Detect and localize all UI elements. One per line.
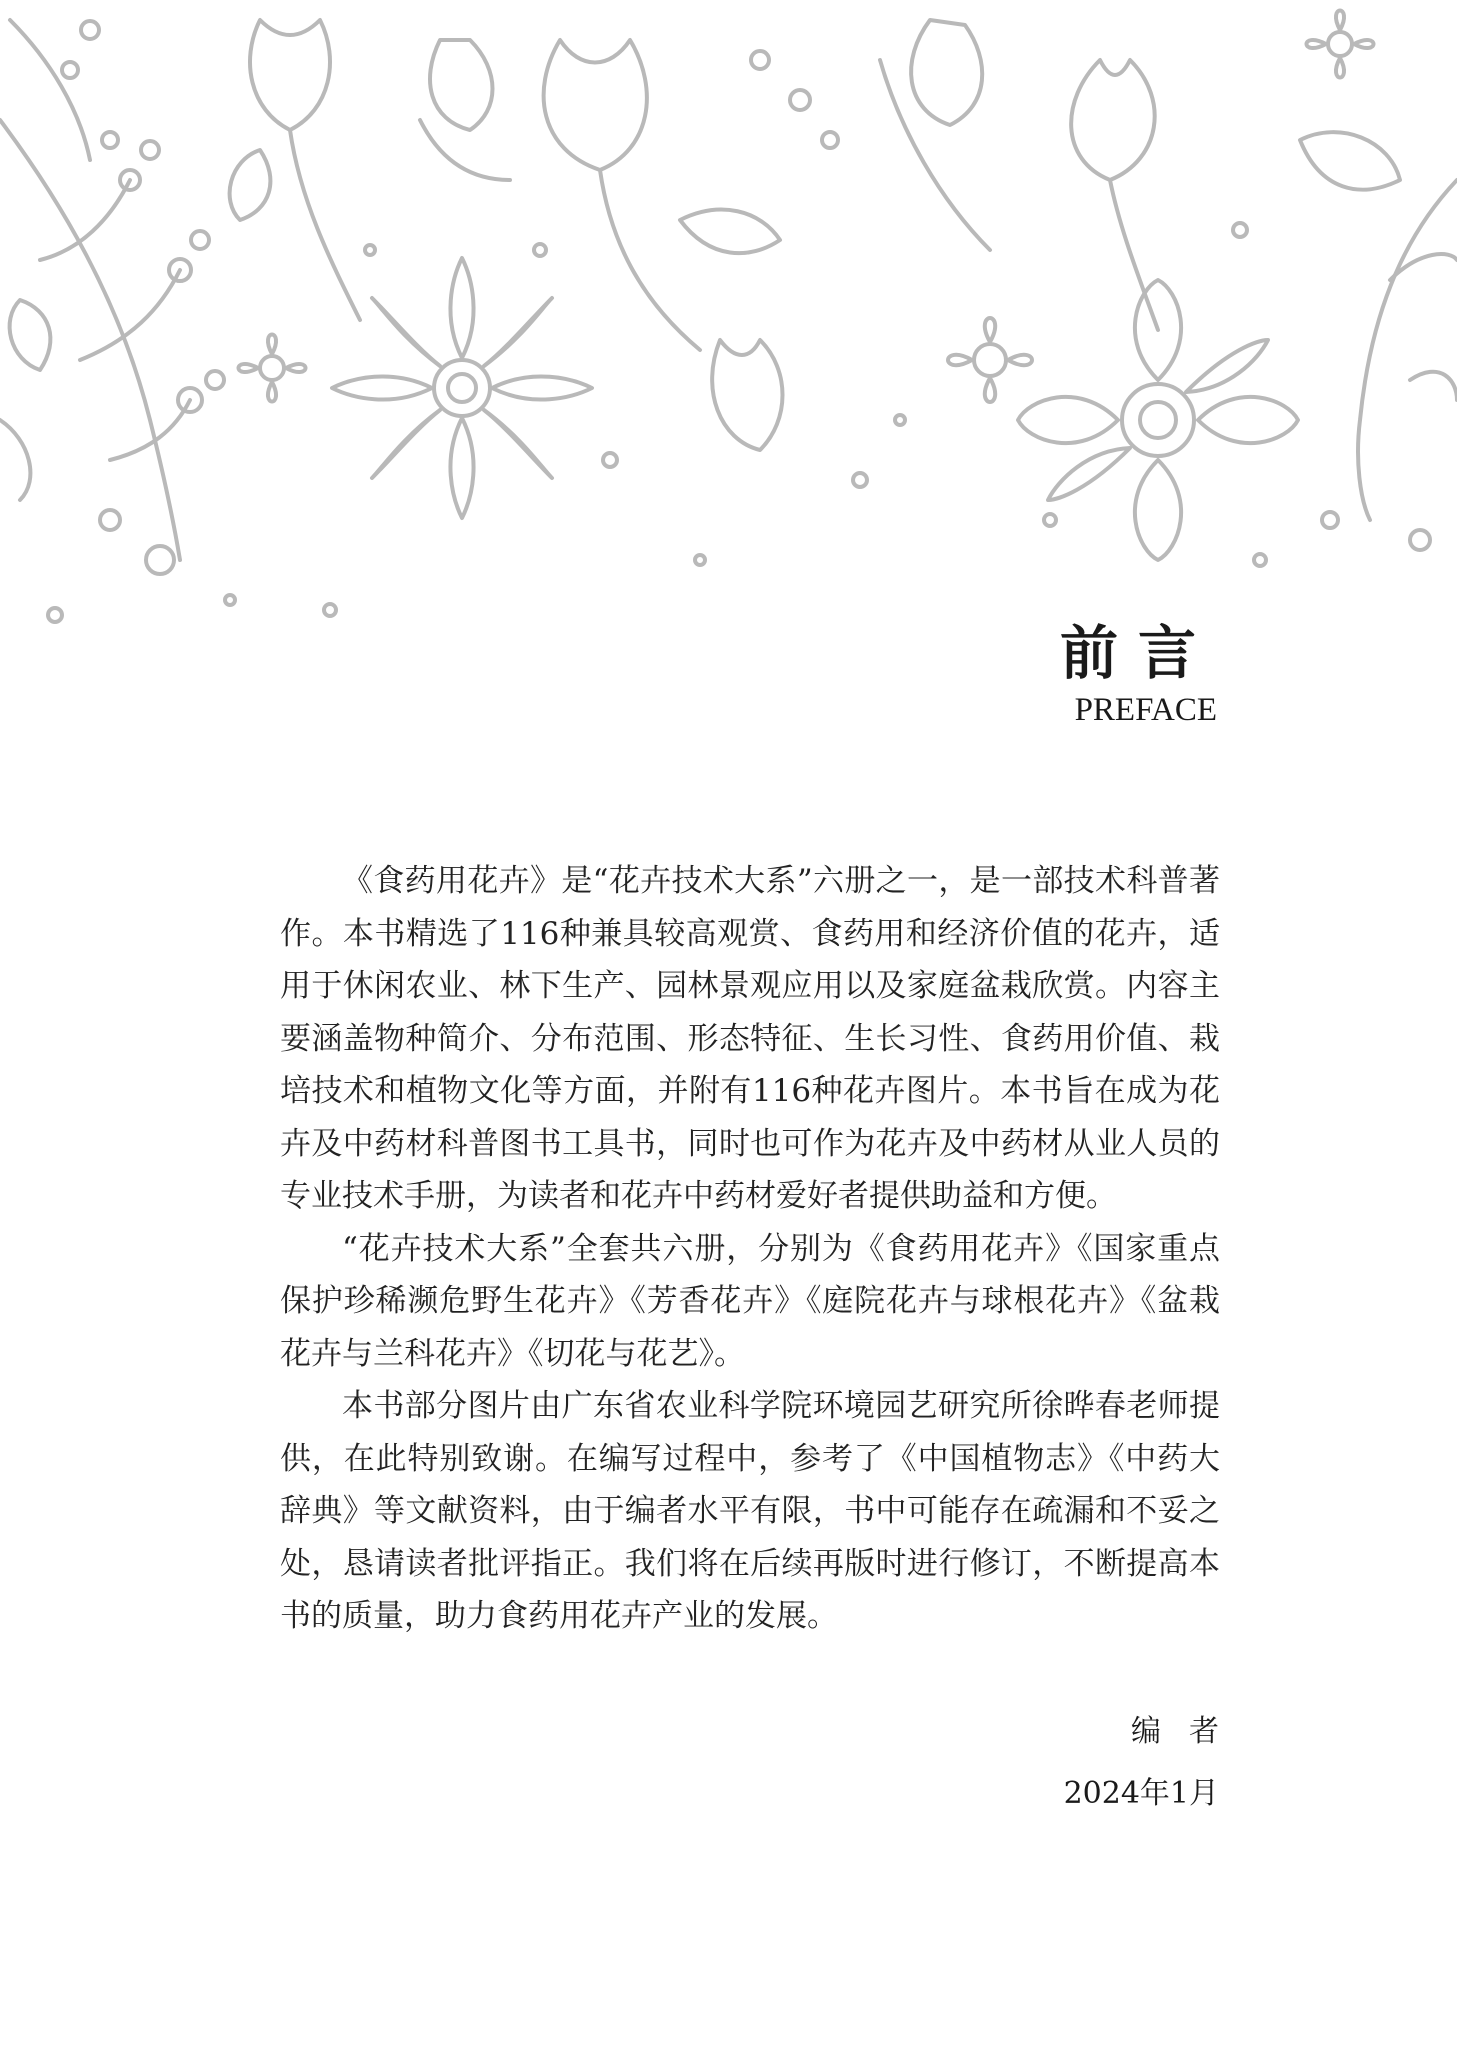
paragraph-1: 《食药用花卉》是“花卉技术大系”六册之一，是一部技术科普著作。本书精选了116种兼具较高观赏、食药用和经济价值的花卉，适用于休闲农业、林下生产、园林景观应用以及家庭盆栽欣赏。内容主要涵盖物种简介、分布范围、形态特征、生长习性、食药用价值、栽培技术和植物文化等方面，并附有116种花卉图片。本书旨在成为花卉及中药材科普图书工具书，同时也可作为花卉及中药材从业人员的专业技术手册，为读者和花卉中药材爱好者提供助益和方便。 [280,863,1220,1214]
page-title: 前言 [1059,619,1216,687]
page-subtitle: PREFACE [1074,692,1217,728]
paragraph-3: 本书部分图片由广东省农业科学院环境园艺研究所徐晔春老师提供，在此特别致谢。在编写过程中，参考了《中国植物志》《中药大辞典》等文献资料，由于编者水平有限，书中可能存在疏漏和不妥之处，恳请读者批评指正。我们将在后续再版时进行修订，不断提高本书的质量，助力食药用花卉产业的发展。 [280,1388,1220,1634]
signature-block [1063,1710,1247,1816]
floral-ornament-header [0,0,1457,640]
author: 编者 [1131,1714,1247,1749]
date: 2024年1月 [1063,1776,1219,1811]
preface-body [280,855,1220,1643]
paragraph-2: “花卉技术大系”全套共六册，分别为《食药用花卉》《国家重点保护珍稀濒危野生花卉》《芳香花卉》《庭院花卉与球根花卉》《盆栽花卉与兰科花卉》《切花与花艺》。 [280,1230,1220,1372]
